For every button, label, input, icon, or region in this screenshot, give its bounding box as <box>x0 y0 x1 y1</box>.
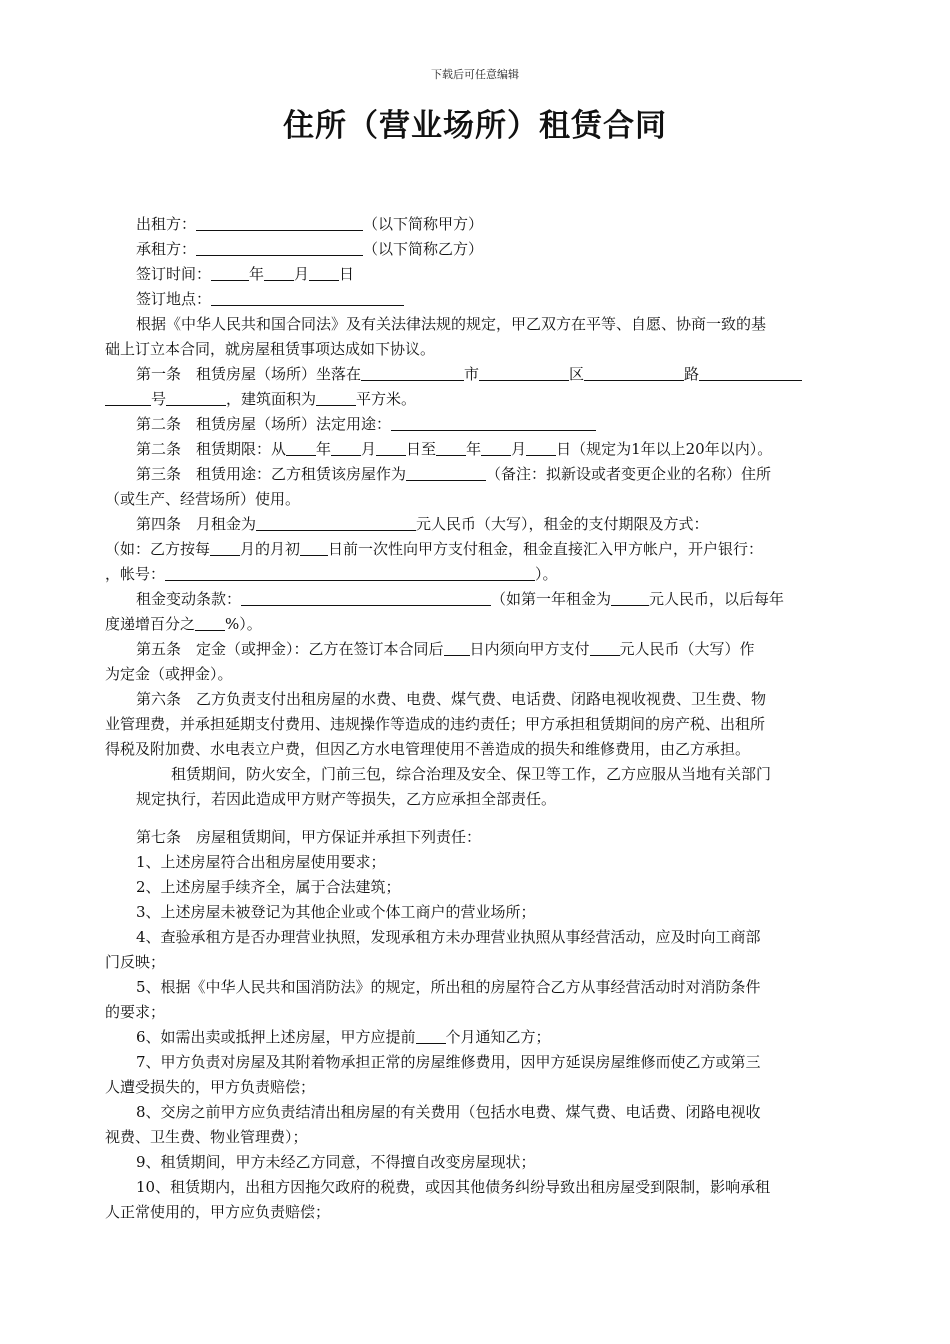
clause-item-cont: 的要求； <box>105 1003 166 1021</box>
article-6-cont: 业管理费，并承担延期支付费用、违规操作等造成的违约责任；甲方承担租赁期间的房产税、出租所 <box>105 715 766 733</box>
paragraph-line: 础上订立本合同，就房屋租赁事项达成如下协议。 <box>105 340 436 358</box>
blank-field[interactable] <box>210 539 240 556</box>
clause-item: 7、甲方负责对房屋及其附着物承担正常的房屋维修费用，因甲方延误房屋维修而使乙方或第三 <box>136 1053 761 1071</box>
clause-item: 9、租赁期间，甲方未经乙方同意，不得擅自改变房屋现状； <box>136 1153 536 1171</box>
blank-field[interactable] <box>391 414 596 431</box>
blank-field[interactable] <box>264 264 294 281</box>
blank-field[interactable] <box>416 1027 446 1044</box>
blank-field[interactable] <box>526 439 556 456</box>
blank-field[interactable] <box>376 439 406 456</box>
blank-field[interactable] <box>256 514 416 531</box>
clause-item: 1、上述房屋符合出租房屋使用要求； <box>136 853 386 871</box>
clause-item-cont: 人遭受损失的，甲方负责赔偿； <box>105 1078 316 1096</box>
article-3-line: 第三条 租赁用途：乙方租赁该房屋作为 （备注：拟新设或者变更企业的名称）住所 <box>136 465 772 483</box>
document-title: 住所（营业场所）租赁合同 <box>283 108 667 144</box>
article-4-cont: （如：乙方按每 月的月初 日前一次性向甲方支付租金，租金直接汇入甲方帐户，开户银行： <box>105 540 764 558</box>
article-5-line: 第五条 定金（或押金）：乙方在签订本合同后 日内须向甲方支付 元人民币（大写）作 <box>136 640 755 658</box>
article-4-account-line: ，帐号： ）。 <box>105 565 558 583</box>
clause-item-cont: 人正常使用的，甲方应负责赔偿； <box>105 1203 331 1221</box>
blank-field[interactable] <box>436 439 466 456</box>
clause-item-cont: 视费、卫生费、物业管理费）； <box>105 1128 308 1146</box>
blank-field[interactable] <box>165 564 535 581</box>
blank-field[interactable] <box>195 614 225 631</box>
blank-field[interactable] <box>331 439 361 456</box>
fire-safety-cont: 规定执行，若因此造成甲方财产等损失，乙方应承担全部责任。 <box>136 790 557 808</box>
sign-date-line: 签订时间： 年 月 日 <box>136 265 355 283</box>
article-1-cont: 号 ，建筑面积为 平方米。 <box>105 387 850 412</box>
header-note: 下载后可任意编辑 <box>431 68 519 81</box>
blank-field[interactable] <box>211 289 404 306</box>
blank-field[interactable] <box>300 539 328 556</box>
blank-field[interactable] <box>584 364 684 381</box>
article-5-cont: 为定金（或押金）。 <box>105 665 233 683</box>
blank-field[interactable] <box>105 389 151 406</box>
blank-field[interactable] <box>590 639 620 656</box>
contract-body <box>105 212 850 1225</box>
clause-item: 2、上述房屋手续齐全，属于合法建筑； <box>136 878 401 896</box>
clause-item: 4、查验承租方是否办理营业执照，发现承租方未办理营业执照从事经营活动，应及时向工商部 <box>136 928 761 946</box>
article-3-cont: （或生产、经营场所）使用。 <box>105 490 301 508</box>
blank-field[interactable] <box>699 364 802 381</box>
blank-field[interactable] <box>361 364 464 381</box>
blank-field[interactable] <box>309 264 339 281</box>
blank-field[interactable] <box>196 239 363 256</box>
blank-field[interactable] <box>481 439 511 456</box>
rent-change-line: 租金变动条款： （如第一年租金为 元人民币，以后每年 <box>136 590 785 608</box>
blank-field[interactable] <box>241 589 491 606</box>
article-7-line: 第七条 房屋租赁期间，甲方保证并承担下列责任： <box>136 828 482 846</box>
rent-change-cont: 度递增百分之 %）。 <box>105 615 262 633</box>
clause-item: 6、如需出卖或抵押上述房屋，甲方应提前 个月通知乙方； <box>136 1028 551 1046</box>
article-4-line: 第四条 月租金为 元人民币（大写），租金的支付期限及方式： <box>136 515 709 533</box>
clause-item-cont: 门反映； <box>105 953 166 971</box>
blank-field[interactable] <box>406 464 486 481</box>
clause-item: 3、上述房屋未被登记为其他企业或个体工商户的营业场所； <box>136 903 536 921</box>
blank-field[interactable] <box>316 389 356 406</box>
article-6-cont: 得税及附加费、水电表立户费，但因乙方水电管理使用不善造成的损失和维修费用，由乙方承担。 <box>105 740 751 758</box>
blank-field[interactable] <box>444 639 470 656</box>
blank-field[interactable] <box>286 439 316 456</box>
clause-item: 10、租赁期内，出租方因拖欠政府的税费，或因其他债务纠纷导致出租房屋受到限制，影响承租 <box>136 1178 771 1196</box>
paragraph-line: 根据《中华人民共和国合同法》及有关法律法规的规定，甲乙双方在平等、自愿、协商一致的基 <box>136 315 767 333</box>
lessor-line: 出租方： （以下简称甲方） <box>136 215 484 233</box>
article-2-term-line: 第二条 租赁期限：从 年 月 日至 年 月 日（规定为1年以上20年以内）。 <box>136 440 773 458</box>
blank-field[interactable] <box>166 389 226 406</box>
blank-field[interactable] <box>196 214 363 231</box>
clause-item: 5、根据《中华人民共和国消防法》的规定，所出租的房屋符合乙方从事经营活动时对消防条件 <box>136 978 761 996</box>
lessee-line: 承租方： （以下简称乙方） <box>136 240 484 258</box>
sign-place-line: 签订地点： <box>105 287 850 312</box>
article-6-line: 第六条 乙方负责支付出租房屋的水费、电费、煤气费、电话费、闭路电视收视费、卫生费、物 <box>136 690 767 708</box>
fire-safety-line: 租赁期间，防火安全，门前三包，综合治理及安全、保卫等工作，乙方应服从当地有关部门 <box>171 765 772 783</box>
article-1-line: 第一条 租赁房屋（场所）坐落在 市 区 路 <box>105 362 850 387</box>
clause-item: 8、交房之前甲方应负责结清出租房屋的有关费用（包括水电费、煤气费、电话费、闭路电视收 <box>136 1103 761 1121</box>
blank-field[interactable] <box>611 589 649 606</box>
blank-field[interactable] <box>479 364 569 381</box>
blank-field[interactable] <box>211 264 249 281</box>
article-2-use-line: 第二条 租赁房屋（场所）法定用途： <box>105 412 850 437</box>
